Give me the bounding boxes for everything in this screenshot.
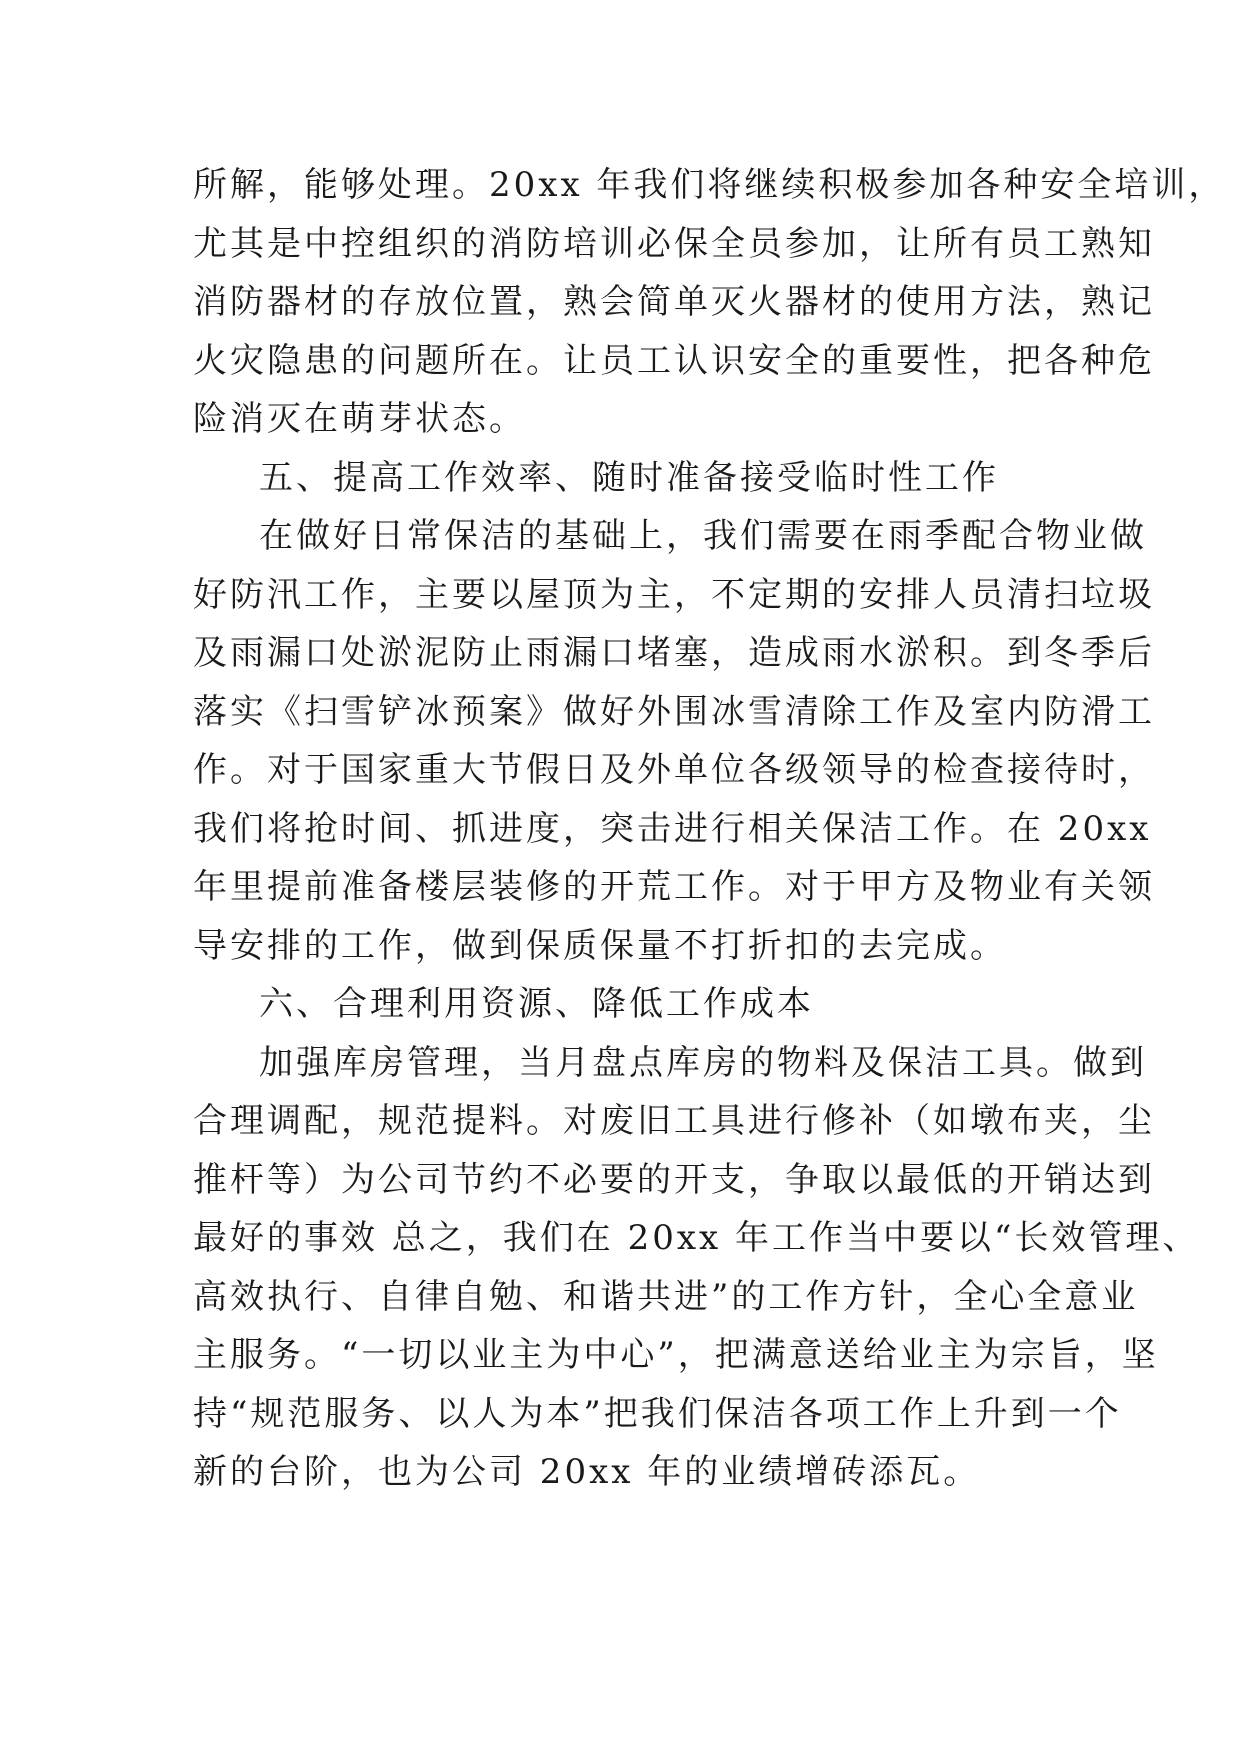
text-line: 及雨漏口处淤泥防止雨漏口堵塞，造成雨水淤积。到冬季后: [193, 633, 1155, 673]
text-line: 最好的事效 总之，我们在 20xx 年工作当中要以“长效管理、: [193, 1218, 1200, 1258]
text-line: 落实《扫雪铲冰预案》做好外围冰雪清除工作及室内防滑工: [193, 691, 1155, 732]
text-line: 主服务。“一切以业主为中心”，把满意送给业主为宗旨，坚: [193, 1335, 1159, 1375]
text-line: 在做好日常保洁的基础上，我们需要在雨季配合物业做: [259, 516, 1147, 556]
text-line: 导安排的工作，做到保质保量不打折扣的去完成。: [193, 925, 1007, 966]
text-line: 推杆等）为公司节约不必要的开支，争取以最低的开销达到: [193, 1159, 1155, 1200]
text-line: 好防汛工作，主要以屋顶为主，不定期的安排人员清扫垃圾: [193, 574, 1155, 615]
text-line: 险消灭在萌芽状态。: [193, 399, 526, 439]
text-line: 所解，能够处理。20xx 年我们将继续积极参加各种安全培训，: [193, 165, 1226, 205]
text-line: 加强库房管理，当月盘点库房的物料及保洁工具。做到: [259, 1042, 1147, 1083]
text-line: 火灾隐患的问题所在。让员工认识安全的重要性，把各种危: [193, 340, 1155, 381]
text-line: 六、合理利用资源、降低工作成本: [259, 984, 814, 1024]
text-line: 持“规范服务、以人为本”把我们保洁各项工作上升到一个: [193, 1393, 1122, 1434]
text-line: 高效执行、自律自勉、和谐共进”的工作方针，全心全意业: [193, 1276, 1139, 1317]
text-line: 尤其是中控组织的消防培训必保全员参加，让所有员工熟知: [193, 223, 1155, 264]
text-line: 消防器材的存放位置，熟会简单灭火器材的使用方法，熟记: [193, 282, 1155, 322]
text-line: 我们将抢时间、抓进度，突击进行相关保洁工作。在 20xx: [193, 808, 1152, 849]
text-line: 五、提高工作效率、随时准备接受临时性工作: [259, 457, 999, 498]
text-line: 年里提前准备楼层装修的开荒工作。对于甲方及物业有关领: [193, 867, 1155, 907]
document-body: [193, 156, 1226, 1502]
text-line: 合理调配，规范提料。对废旧工具进行修补（如墩布夹，尘: [193, 1101, 1155, 1141]
text-line: 作。对于国家重大节假日及外单位各级领导的检查接待时，: [193, 750, 1155, 790]
text-line: 新的台阶，也为公司 20xx 年的业绩增砖添瓦。: [193, 1452, 981, 1492]
